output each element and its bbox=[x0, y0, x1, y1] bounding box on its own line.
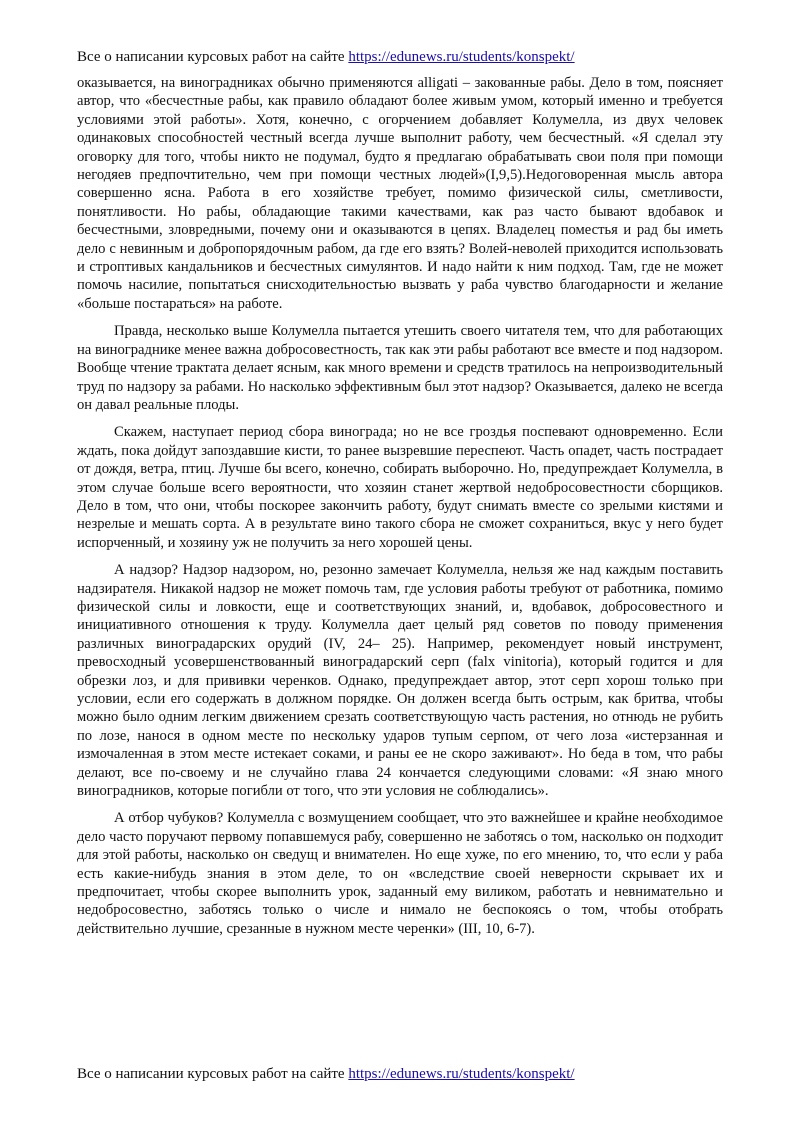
page-footer bbox=[77, 1065, 575, 1084]
paragraph-5: А отбор чубуков? Колумелла с возмущением сообщает, что это важнейшее и крайне необходимое дело часто поручают первому попавшемуся рабу, совершенно не заботясь о том, насколько он подходит для этой работы, насколько он сведущ и внимателен. Но еще хуже, по его мнению, то, что если у раба есть какие-нибудь знания в этом деле, то он «вследствие своей неверности скрывает их и предпочитает, чтобы скорее выполнить урок, заданный ему виликом, работать и невнимательно и недобросовестно, заботясь только о числе и нимало не беспокоясь о том, чтобы отобрать действительно лучшие, срезанные в нужном месте черенки» (III, 10, 6-7). bbox=[77, 810, 723, 937]
header-link[interactable]: https://edunews.ru/students/konspekt/ bbox=[348, 49, 575, 65]
paragraph-3: Скажем, наступает период сбора винограда; но не все гроздья поспевают одновременно. Если ждать, пока дойдут запоздавшие кисти, то ранее вызревшие переспеют. Часть опадет, часть пострадает от дождя, ветра, птиц. Лучше бы всего, конечно, собирать выборочно. Но, предупреждает Колумелла, в этом случае больше всего вероятности, что хозяин станет жертвой недобросовестности сборщиков. Дело в том, что они, чтобы поскорее закончить работу, будут снимать вместе со зрелыми кистями и незрелые и мешать сорта. А в результате вино такого сбора не сможет сохраниться, вкус у него будет испорченный, и хозяину уж не получить за него хорошей цены. bbox=[77, 424, 723, 551]
paragraph-4: А надзор? Надзор надзором, но, резонно замечает Колумелла, нельзя же над каждым поставить надзирателя. Никакой надзор не может помочь там, где условия работы требуют от работника, помимо физической силы и ловкости, еще и соответствующих знаний, и, вдобавок, добросовестного и инициативного отношения к труду. Колумелла дает целый ряд советов по поводу применения различных виноградарских орудий (IV, 24– 25). Например, рекомендует новый инструмент, превосходный усовершенствованный виноградарский серп (falx vinitoria), который годится и для обрезки лоз, и для прививки черенков. Однако, предупреждает автор, этот серп хорош только при условии, если его содержать в должном порядке. Он должен всегда быть острым, как бритва, чтобы можно было одним легким движением срезать соответствующую часть растения, но отнюдь не рубить по лозе, нанося в одном месте по нескольку ударов тупым серпом, от чего лоза «истерзанная и измочаленная в этом месте истекает соками, и раны ее не скоро заживают». Но беда в том, что рабы делают, все по-своему и не случайно глава 24 кончается следующими словами: «Я знаю много виноградников, которые погибли от того, что эти условия не соблюдались». bbox=[77, 562, 723, 800]
footer-link[interactable]: https://edunews.ru/students/konspekt/ bbox=[348, 1066, 575, 1082]
paragraph-1: оказывается, на виноградниках обычно применяются alligati – закованные рабы. Дело в том, поясняет автор, что «бесчестные рабы, как правило обладают более живым умом, который именно и требуется условиями этой работы». Хотя, конечно, с огорчением добавляет Колумелла, из двух человек одинаковых способностей честный всегда лучше выполнит работу, чем бесчестный. «Я сделал эту оговорку для того, чтобы никто не подумал, будто я предлагаю обрабатывать свои поля при помощи негодяев предпочтительно, чем при помощи честных людей»(I,9,5).Недоговоренная мысль автора совершенно ясна. Работа в его хозяйстве требует, помимо физической силы, сметливости, понятливости. Но рабы, обладающие такими качествами, как раз часто бывают вдобавок и бесчестными, зловредными, почему они и оказываются в цепях. Владелец поместья и рад бы иметь дело с невинным и добропорядочным рабом, да где его взять? Волей-неволей приходится использовать и строптивых кандальников и бесчестных симулянтов. И надо найти к ним подход. Там, где не может помочь насилие, попытаться снисходительностью вызвать у раба чувство благодарности и желание «больше постараться» на работе. bbox=[77, 75, 723, 312]
header-text: Все о написании курсовых работ на сайте bbox=[77, 49, 345, 65]
footer-text: Все о написании курсовых работ на сайте bbox=[77, 1066, 345, 1082]
article-body bbox=[77, 74, 723, 947]
page-header bbox=[77, 48, 575, 67]
paragraph-2: Правда, несколько выше Колумелла пытается утешить своего читателя тем, что для работающих на винограднике менее важна добросовестность, так как эти рабы работают все вместе и под надзором. Вообще чтение трактата делает ясным, как много времени и средств тратилось на непроизводительный труд по надзору за рабами. Но насколько эффективным был этот надзор? Оказывается, далеко не всегда он давал реальные плоды. bbox=[77, 323, 723, 413]
